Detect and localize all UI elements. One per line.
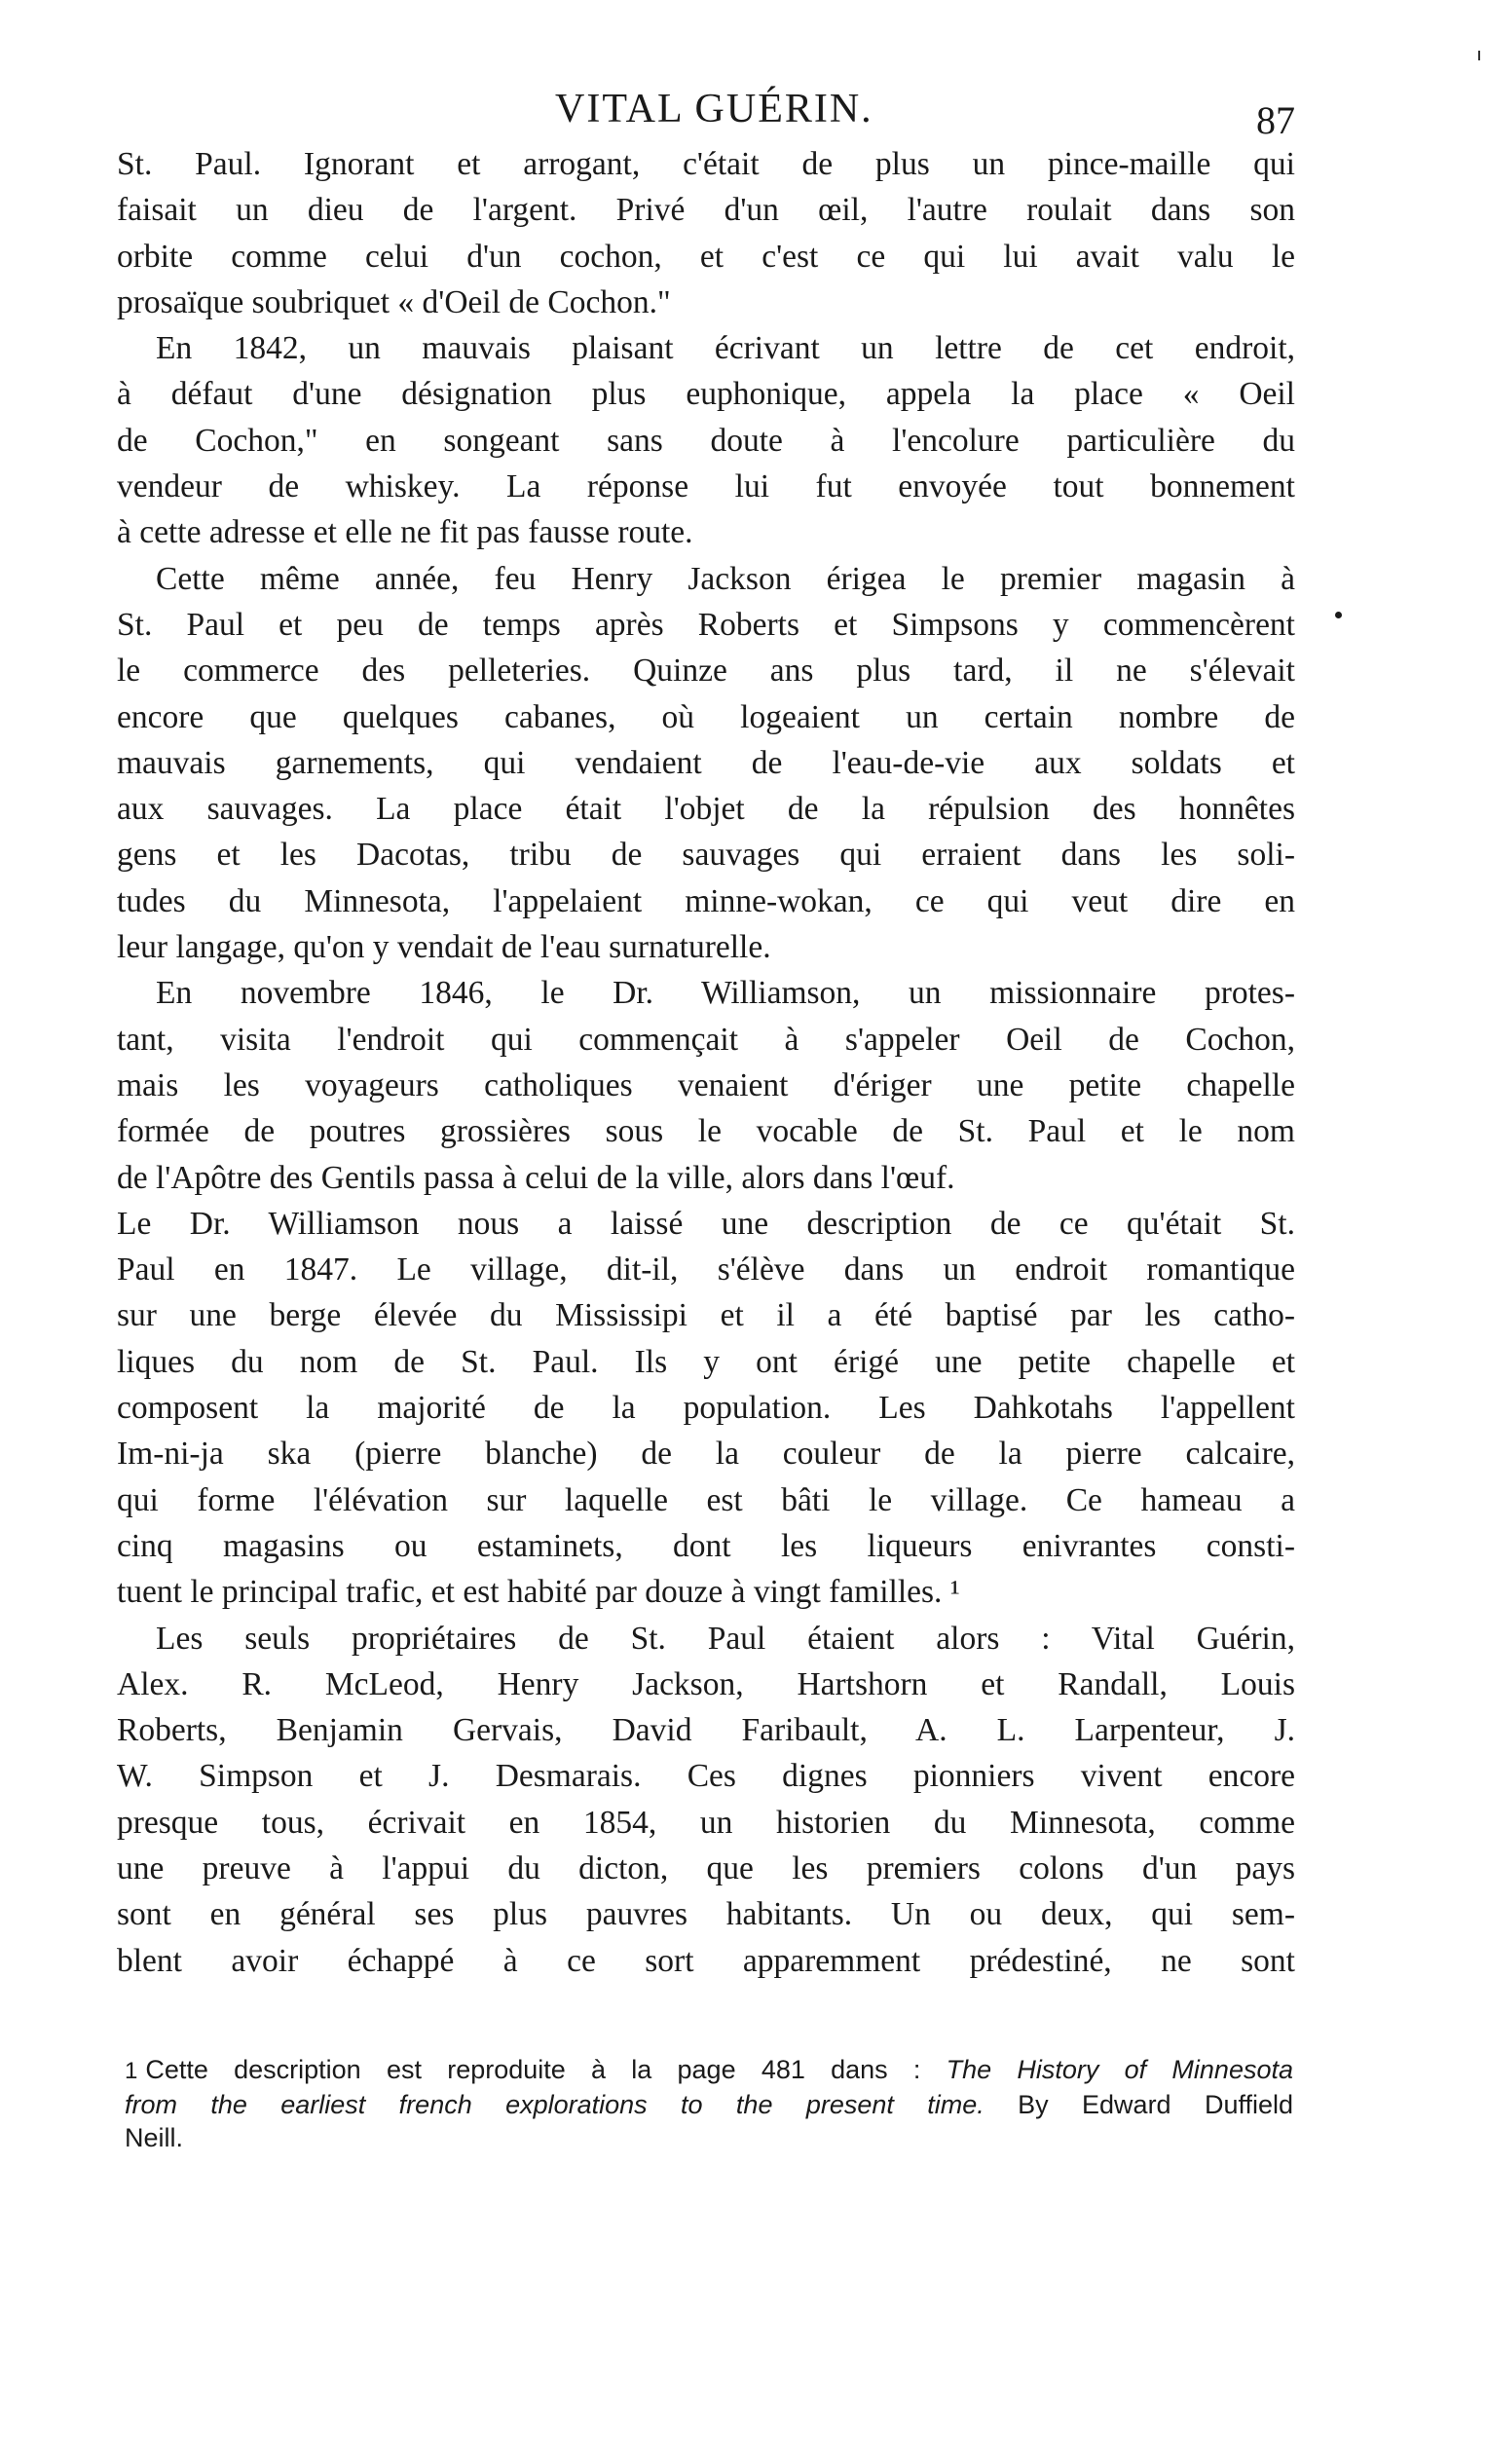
text-line: le commerce des pelleteries. Quinze ans plus tard, il ne s'élevait: [117, 653, 1295, 690]
text-line: de l'Apôtre des Gentils passa à celui de la ville, alors dans l'œuf.: [117, 1159, 955, 1196]
text-line: sont en général ses plus pauvres habitants. Un ou deux, qui sem-: [117, 1896, 1295, 1933]
footnote-author: By Edward Duffield: [984, 2090, 1294, 2119]
text-line: de Cochon," en songeant sans doute à l'encolure particulière du: [117, 422, 1295, 459]
text-line: une preuve à l'appui du dicton, que les premiers colons d'un pays: [117, 1849, 1295, 1886]
text-line: mais les voyageurs catholiques venaient d'ériger une petite chapelle: [117, 1066, 1295, 1103]
text-line: St. Paul et peu de temps après Roberts et Simpsons y commencèrent: [117, 606, 1295, 643]
text-line: aux sauvages. La place était l'objet de la répulsion des honnêtes: [117, 791, 1295, 828]
margin-dot: [1335, 612, 1342, 618]
footnote-line-2: [125, 2088, 1293, 2121]
text-line: vendeur de whiskey. La réponse lui fut envoyée tout bonnement: [117, 468, 1295, 505]
footnote-book-title: The History of Minnesota: [946, 2055, 1293, 2084]
text-line: liques du nom de St. Paul. Ils y ont érigé une petite chapelle et: [117, 1343, 1295, 1380]
footnote-text: Cette description est reproduite à la page 481 dans :: [145, 2055, 947, 2084]
text-line: sur une berge élevée du Mississipi et il a été baptisé par les catho-: [117, 1297, 1295, 1334]
text-line: cinq magasins ou estaminets, dont les liqueurs enivrantes consti-: [117, 1527, 1295, 1564]
text-line: gens et les Dacotas, tribu de sauvages qui erraient dans les soli-: [117, 837, 1295, 874]
footnote: [125, 2053, 1293, 2154]
text-line: Les seuls propriétaires de St. Paul étaient alors : Vital Guérin,: [156, 1620, 1295, 1657]
text-line: Paul en 1847. Le village, dit-il, s'élève dans un endroit romantique: [117, 1251, 1295, 1288]
text-line: W. Simpson et J. Desmarais. Ces dignes pionniers vivent encore: [117, 1758, 1295, 1795]
text-line: En 1842, un mauvais plaisant écrivant un lettre de cet endroit,: [156, 330, 1295, 367]
text-line: qui forme l'élévation sur laquelle est bâti le village. Ce hameau a: [117, 1481, 1295, 1518]
text-line: à cette adresse et elle ne fit pas fausse route.: [117, 514, 693, 551]
text-line: Alex. R. McLeod, Henry Jackson, Hartshorn et Randall, Louis: [117, 1665, 1295, 1702]
text-line: composent la majorité de la population. Les Dahkotahs l'appellent: [117, 1390, 1295, 1427]
text-line: faisait un dieu de l'argent. Privé d'un œil, l'autre roulait dans son: [117, 192, 1295, 229]
text-line: formée de poutres grossières sous le vocable de St. Paul et le nom: [117, 1113, 1295, 1150]
text-line: presque tous, écrivait en 1854, un historien du Minnesota, comme: [117, 1804, 1295, 1841]
footnote-author-surname: Neill.: [125, 2123, 184, 2152]
footnote-line-1: [125, 2053, 1293, 2088]
text-line: tudes du Minnesota, l'appelaient minne-wokan, ce qui veut dire en: [117, 882, 1295, 919]
footnote-line-3: [125, 2121, 1293, 2154]
text-line: leur langage, qu'on y vendait de l'eau surnaturelle.: [117, 929, 771, 966]
text-line: orbite comme celui d'un cochon, et c'est ce qui lui avait valu le: [117, 238, 1295, 275]
text-line: St. Paul. Ignorant et arrogant, c'était de plus un pince-maille qui: [117, 146, 1295, 182]
text-line: tant, visita l'endroit qui commençait à s'appeler Oeil de Cochon,: [117, 1021, 1295, 1058]
footnote-book-subtitle: from the earliest french explorations to the present time.: [125, 2090, 984, 2119]
text-line: tuent le principal trafic, et est habité par douze à vingt familles. ¹: [117, 1574, 960, 1611]
page-number: 87: [1256, 98, 1295, 142]
text-line: mauvais garnements, qui vendaient de l'eau-de-vie aux soldats et: [117, 744, 1295, 781]
text-line: blent avoir échappé à ce sort apparemment prédestiné, ne sont: [117, 1942, 1295, 1979]
running-title: VITAL GUÉRIN.: [555, 87, 873, 131]
footnote-marker: 1: [125, 2058, 138, 2084]
text-line: Im-ni-ja ska (pierre blanche) de la couleur de la pierre calcaire,: [117, 1436, 1295, 1473]
text-line: à défaut d'une désignation plus euphonique, appela la place « Oeil: [117, 376, 1295, 413]
text-line: Roberts, Benjamin Gervais, David Faribault, A. L. Larpenteur, J.: [117, 1712, 1295, 1749]
scan-edge-mark: [1478, 51, 1480, 60]
text-line: prosaïque soubriquet « d'Oeil de Cochon.": [117, 283, 671, 320]
text-line: Le Dr. Williamson nous a laissé une description de ce qu'était St.: [117, 1205, 1295, 1242]
text-line: Cette même année, feu Henry Jackson érigea le premier magasin à: [156, 560, 1295, 597]
text-line: encore que quelques cabanes, où logeaient un certain nombre de: [117, 698, 1295, 735]
body-text: [117, 141, 1295, 1984]
text-line: En novembre 1846, le Dr. Williamson, un missionnaire protes-: [156, 975, 1295, 1012]
